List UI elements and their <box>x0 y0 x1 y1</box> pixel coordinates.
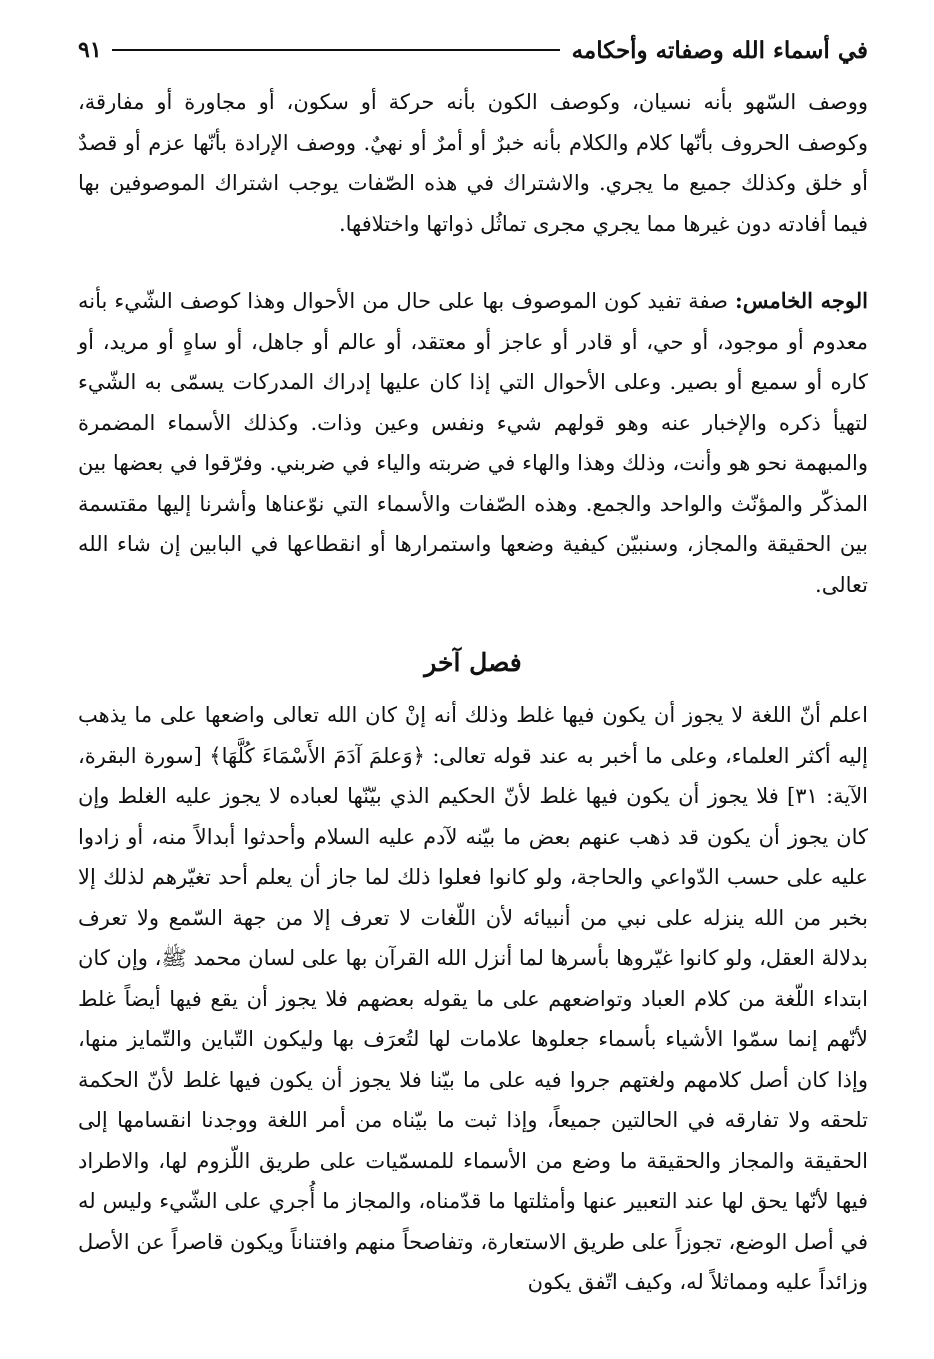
paragraph-2-heading: الوجه الخامس: <box>735 288 868 313</box>
paragraph-3: اعلم أنّ اللغة لا يجوز أن يكون فيها غلط وذلك أنه إنْ كان الله تعالى واضعها على ما يذهب إليه أكثر العلماء، وعلى ما أخبر به عند قوله تعالى: ﴿وَعلمَ آدَمَ الأَسْمَاءَ كُلَّهَا﴾ [سورة البقرة، الآية: ٣١] فلا يجوز أن يكون فيها غلط لأنّ الحكيم الذي بيّنّها لعباده لا يجوز عليه الغلط وإن كان يجوز أن يكون قد ذهب عنهم بعض ما بيّنه لآدم عليه السلام وأحدثوا أبدالاً منه، أو زادوا عليه على حسب الدّواعي والحاجة، ولو كانوا فعلوا ذلك لما جاز أن يعلم أحد تغيّرهم لذلك إلا بخبر من الله ينزله على نبي من أنبيائه لأن اللّغات لا تعرف إلا من جهة السّمع ولا تعرف بدلالة العقل، ولو كانوا غيّروها بأسرها لما أنزل الله القرآن بها على لسان محمد ﷺ، وإن كان ابتداء اللّغة من كلام العباد وتواضعهم على ما يقوله بعضهم فلا يجوز أن يقع فيها أيضاً غلط لأنّهم إنما سمّوا الأشياء بأسماء جعلوها علامات لها لتُعرَف بها وليكون التّباين والتّمايز منها، وإذا كان أصل كلامهم ولغتهم جروا فيه على ما بيّنا فلا يجوز أن يكون فيها غلط لأنّ الحكمة تلحقه ولا تفارقه في الحالتين جميعاً، وإذا ثبت ما بيّناه من أمر اللغة ووجدنا انقسامها إلى الحقيقة والمجاز والحقيقة ما وضع من الأسماء للمسمّيات على طريق اللّزوم لها، والاطراد فيها لأنّها يحق لها عند التعبير عنها وأمثلتها ما قدّمناه، والمجاز ما أُجري على الشّيء وليس له في أصل الوضع، تجوزاً على طريق الاستعارة، وتفاصحاً منهم وافتناناً ويكون قاصراً عن الأصل وزائداً عليه ومماثلاً له، وكيف اتّفق يكون <box>78 703 869 1294</box>
running-header-title: في أسماء الله وصفاته وأحكامه <box>571 36 868 64</box>
book-page <box>78 28 868 1338</box>
paragraph-2 <box>78 281 868 605</box>
header-rule <box>112 49 560 51</box>
page-number: ٩١ <box>78 37 102 63</box>
section-title: فصل آخر <box>424 648 522 677</box>
running-header <box>78 28 868 72</box>
paragraph-1: ووصف السّهو بأنه نسيان، وكوصف الكون بأنه حركة أو سكون، أو مجاورة أو مفارقة، وكوصف الحروف بأنّها كلام والكلام بأنه خبرٌ أو أمرٌ أو نهيٌ. ووصف الإرادة بأنّها عزم أو قصدٌ أو خلق وكذلك جميع ما يجري. والاشتراك في هذه الصّفات يوجب اشتراك الموصوفين بها فيما أفادته دون غيرها مما يجري مجرى تماثُل ذواتها واختلافها. <box>78 90 868 236</box>
paragraph-2-body: صفة تفيد كون الموصوف بها على حال من الأحوال وهذا كوصف الشّيء بأنه معدوم أو موجود، أو حي، أو قادر أو عاجز أو معتقد، أو عالم أو جاهل، أو ساهٍ أو مريد، أو كاره أو سميع أو بصير. وعلى الأحوال التي إذا كان عليها إدراك المدركات يسمّى به الشّيء لتهيأ ذكره والإخبار عنه وهو قولهم شيء ونفس وعين وذات. وكذلك الأسماء المضمرة والمبهمة نحو هو وأنت، وذلك وهذا والهاء في ضربته والياء في ضربني. وفرّقوا في بعضها بين المذكّر والمؤنّث والواحد والجمع. وهذه الصّفات والأسماء التي نوّعناها وأشرنا إليها مقتسمة بين الحقيقة والمجاز، وسنبيّن كيفية وضعها واستمرارها أو انقطاعها في البابين إن شاء الله تعالى. <box>78 289 868 597</box>
